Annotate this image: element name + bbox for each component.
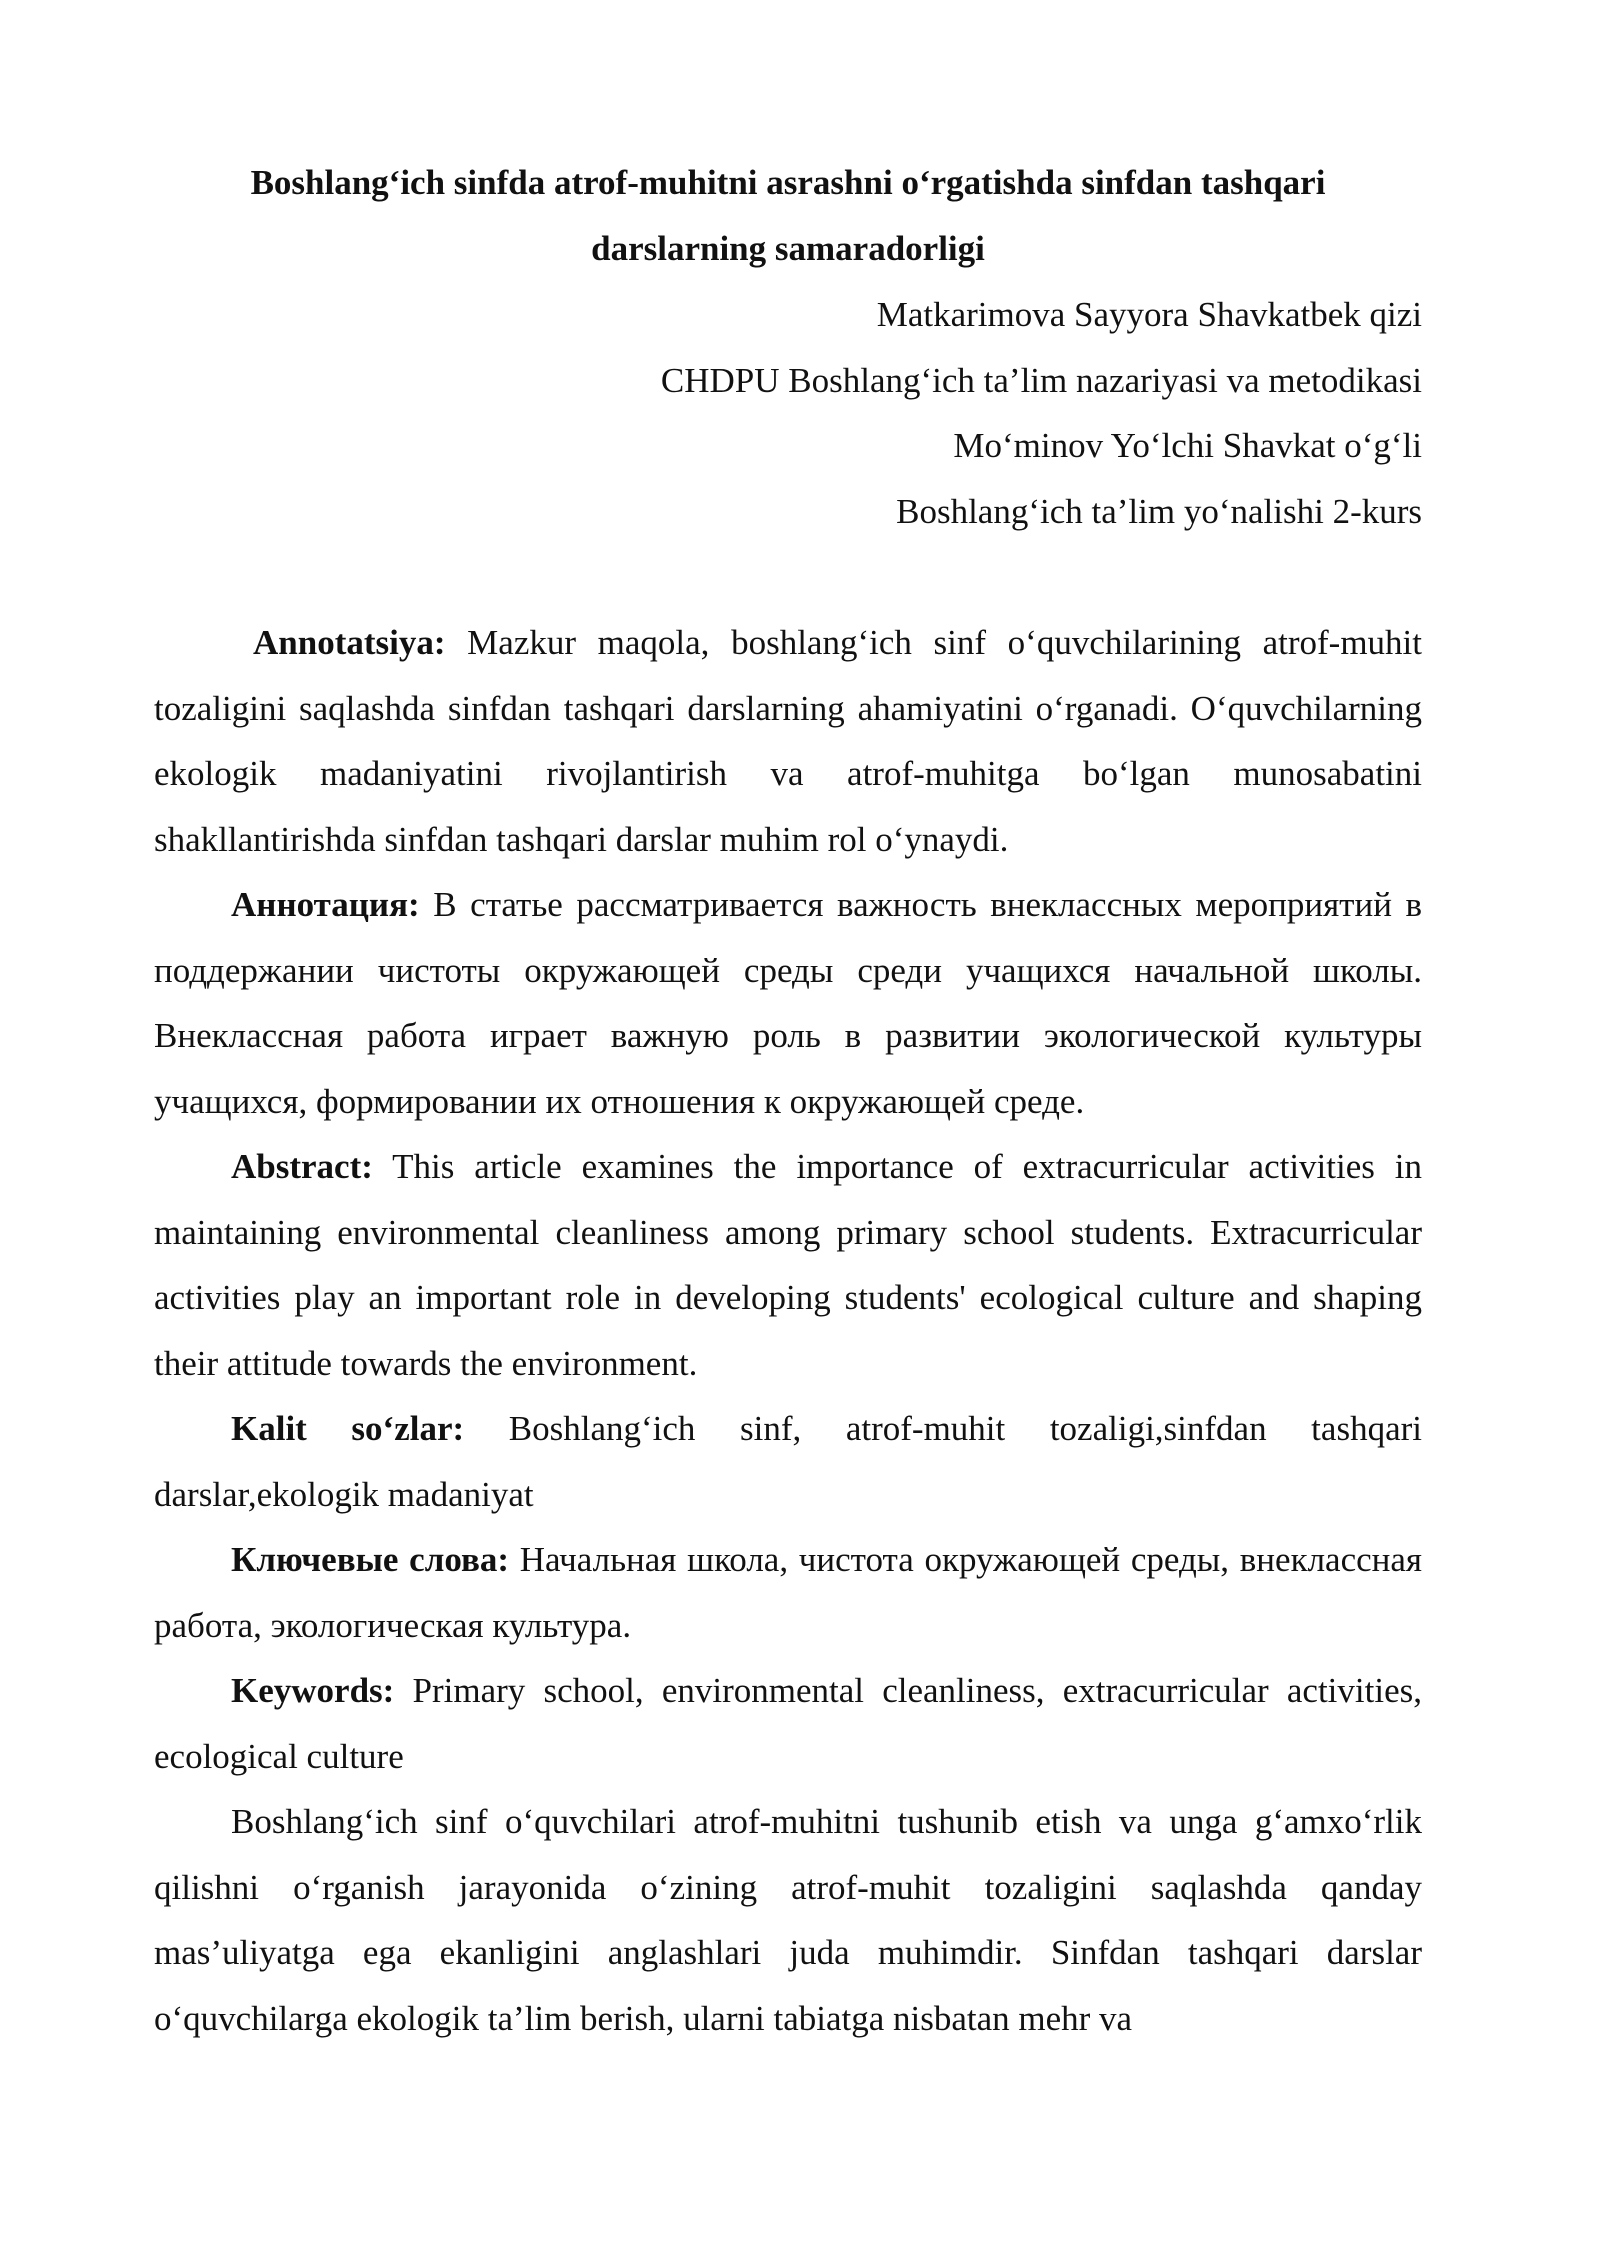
keywords-english-text: Primary school, environmental cleanliness, extracurricular activities, ecological culture [154,1671,1422,1776]
keywords-english-label: Keywords: [231,1671,395,1710]
author-block [154,282,1422,544]
keywords-russian [154,1527,1422,1658]
annotation-uzbek-text: Mazkur maqola, boshlang‘ich sinf o‘quvchilarining atrof-muhit tozaligini saqlashda sinfdan tashqari darslarning ahamiyatini o‘rganadi. O‘quvchilarning ekologik madaniyatini rivojlantirish va atrof-muhitga bo‘lgan munosabatini shakllantirishda sinfdan tashqari darslar muhim rol o‘ynaydi. [154,623,1422,859]
article-title [154,150,1422,282]
title-line-1: Boshlang‘ich sinfda atrof-muhitni asrashni o‘rgatishda sinfdan tashqari [250,163,1326,202]
annotation-russian-text: В статье рассматривается важность внеклассных мероприятий в поддержании чистоты окружающей среды среди учащихся начальной школы. Внеклассная работа играет важную роль в развитии экологической культуры учащихся, формировании их отношения к окружающей среде. [154,885,1422,1121]
annotation-uzbek-label: Annotatsiya: [253,623,446,662]
section-spacer [154,544,1422,610]
annotation-russian-label: Аннотация: [231,885,420,924]
body-paragraph-1: Boshlang‘ich sinf o‘quvchilari atrof-muhitni tushunib etish va unga g‘amxo‘rlik qilishni o‘rganish jarayonida o‘zining atrof-muhit tozaligini saqlashda qanday mas’uliyatga ega ekanligini anglashlari juda muhimdir. Sinfdan tashqari darslar o‘quvchilarga ekologik ta’lim berish, ularni tabiatga nisbatan mehr va [154,1802,1422,2038]
author-1-affiliation: CHDPU Boshlang‘ich ta’lim nazariyasi va metodikasi [660,360,1422,400]
keywords-russian-text: Начальная школа, чистота окружающей среды, внеклассная работа, экологическая культура. [154,1540,1423,1645]
abstract-english [154,1134,1422,1396]
annotation-russian [154,872,1422,1134]
author-2-affiliation: Boshlang‘ich ta’lim yo‘nalishi 2-kurs [896,491,1422,531]
title-line-2: darslarning samaradorligi [591,229,985,268]
annotation-uzbek [154,610,1422,872]
abstract-english-label: Abstract: [231,1147,373,1186]
keywords-uzbek-text: Boshlang‘ich sinf, atrof-muhit tozaligi,sinfdan tashqari darslar,ekologik madaniyat [154,1409,1422,1514]
keywords-english [154,1658,1422,1789]
keywords-uzbek-label: Kalit so‘zlar: [231,1409,465,1448]
keywords-uzbek [154,1396,1422,1527]
page-content [154,150,1422,2051]
keywords-russian-label: Ключевые слова: [231,1540,510,1579]
author-1-name: Matkarimova Sayyora Shavkatbek qizi [876,295,1422,334]
abstract-english-text: This article examines the importance of extracurricular activities in maintaining environmental cleanliness among primary school students. Extracurricular activities play an important role in developing students' ecological culture and shaping their attitude towards the environment. [154,1147,1422,1383]
author-2-name: Mo‘minov Yo‘lchi Shavkat o‘g‘li [953,426,1422,465]
